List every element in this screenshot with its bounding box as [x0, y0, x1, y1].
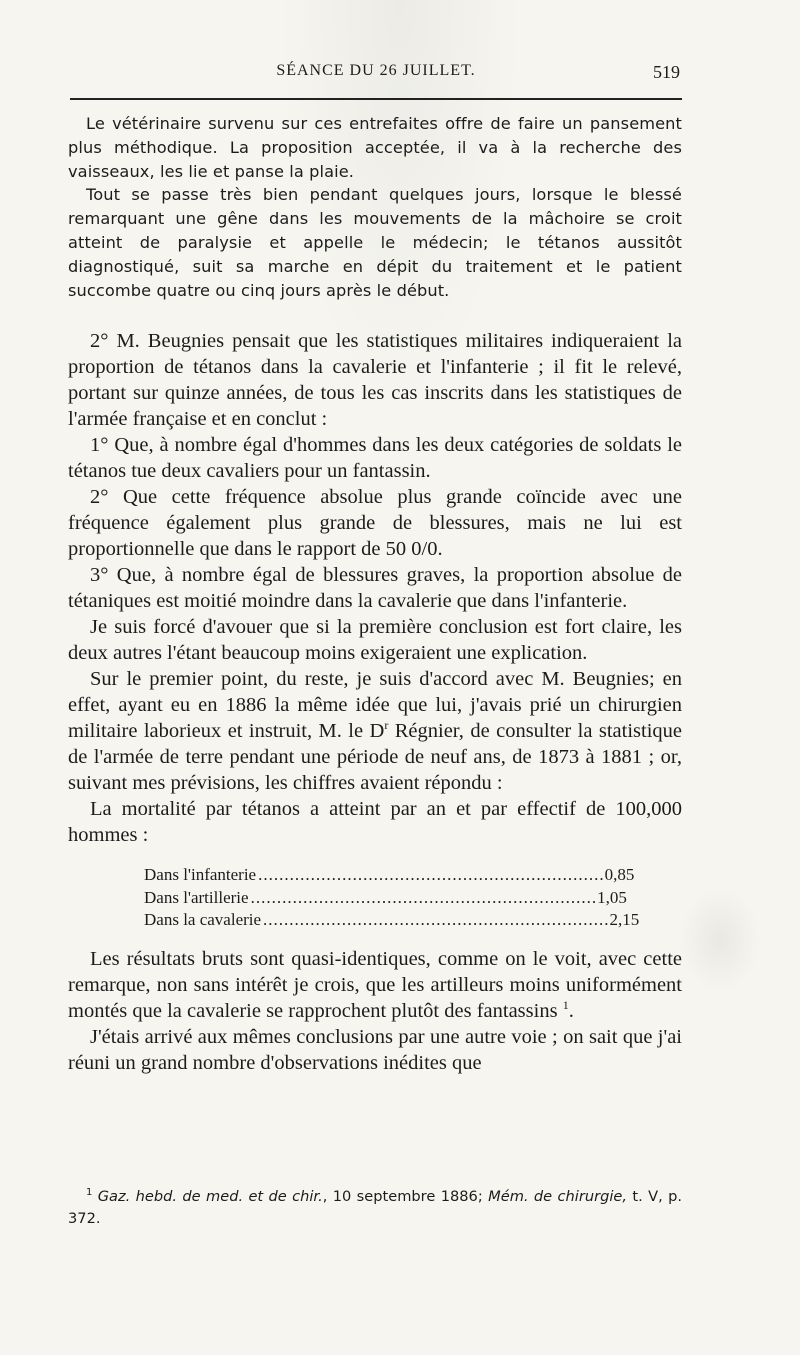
citation-memoir: Mém. de chirurgie, — [488, 1187, 628, 1205]
paragraph: Le vétérinaire survenu sur ces entrefaites offre de faire un pansement plus méthodique. La proposition acceptée, il va à la recherche des vaisseaux, les lie et panse la plaie. — [68, 114, 682, 181]
paragraph: 2° Que cette fréquence absolue plus grande coïncide avec une fréquence également plus grande de blessures, mais ne lui est proportionnelle que dans le rapport de 50 0/0. — [68, 486, 682, 561]
citation-volume: t. V, p. 372. — [68, 1187, 682, 1227]
mortality-table — [144, 864, 640, 932]
table-row — [144, 909, 640, 932]
row-value: 0,85 — [604, 865, 635, 885]
paragraph: 3° Que, à nombre égal de blessures graves, la proportion absolue de tétaniques est moitié moindre dans la cavalerie que dans l'infanterie. — [68, 564, 682, 613]
table-row — [144, 887, 627, 910]
row-value: 2,15 — [609, 910, 640, 930]
row-value: 1,05 — [597, 887, 627, 907]
table-row — [144, 864, 635, 887]
row-label: Dans l'infanterie — [144, 865, 257, 885]
text-run: Sur le premier point, du reste, je suis d'accord avec M. Beugnies; en effet, ayant eu en 1886 la même idée que lui, j'avais prié un chirurgien militaire laborieux et instruit, M. le D — [68, 668, 682, 743]
dot-leader: .................................................................. — [250, 887, 598, 907]
text-run: Régnier, de consulter la statistique de l'armée de terre pendant une période de neuf ans, de 1873 à 1881 ; or, suivant mes prévisions, les chiffres avaient répondu : — [68, 720, 682, 795]
row-label: Dans l'artillerie — [144, 887, 249, 907]
running-header — [70, 62, 682, 86]
paragraph — [68, 666, 682, 796]
paragraph: Tout se passe très bien pendant quelques jours, lorsque le blessé remarquant une gêne dans les mouvements de la mâchoire se croit atteint de paralysie et appelle le médecin; le tétanos aussitôt diagnostiqué, suit sa marche en dépit du traitement et le patient succombe quatre ou cinq jours après le début. — [68, 185, 682, 300]
paragraph: 1° Que, à nombre égal d'hommes dans les deux catégories de soldats le tétanos tue deux cavaliers pour un fantassin. — [68, 434, 682, 483]
case-report-section — [68, 112, 682, 302]
text-run: . — [568, 999, 574, 1022]
citation-date: , 10 septembre 1886; — [322, 1187, 489, 1205]
paragraph: Je suis forcé d'avouer que si la première conclusion est fort claire, les deux autres l'étant beaucoup moins exigeraient une explication. — [68, 616, 682, 665]
page-body — [68, 112, 682, 1076]
footnote-mark: 1 — [86, 1187, 93, 1198]
dot-leader: .................................................................. — [258, 865, 605, 885]
running-title: SÉANCE DU 26 JUILLET. — [276, 62, 476, 79]
header-rule — [70, 98, 682, 100]
paragraph: La mortalité par tétanos a atteint par an et par effectif de 100,000 hommes : — [68, 798, 682, 847]
statistics-section — [68, 328, 682, 1076]
footnote — [68, 1182, 682, 1230]
paragraph — [68, 946, 682, 1024]
row-label: Dans la cavalerie — [144, 910, 262, 930]
superscript: r — [384, 718, 389, 733]
citation-journal: Gaz. hebd. de med. et de chir. — [97, 1187, 323, 1205]
page-number: 519 — [653, 62, 680, 82]
text-run: Les résultats bruts sont quasi-identiques, comme on le voit, avec cette remarque, non sans intérêt je crois, que les artilleurs moins uniformément montés que la cavalerie se rapprochent plutôt des fantassins — [68, 947, 682, 1022]
paragraph: 2° M. Beugnies pensait que les statistiques militaires indiqueraient la proportion de tétanos dans la cavalerie et l'infanterie ; il fit le relevé, portant sur quinze années, de tous les cas inscrits dans les statistiques de l'armée française et en conclut : — [68, 330, 682, 431]
footnote-reference: 1 — [562, 998, 569, 1013]
paragraph: J'étais arrivé aux mêmes conclusions par une autre voie ; on sait que j'ai réuni un grand nombre d'observations inédites que — [68, 1025, 682, 1074]
dot-leader: .................................................................. — [263, 910, 610, 930]
